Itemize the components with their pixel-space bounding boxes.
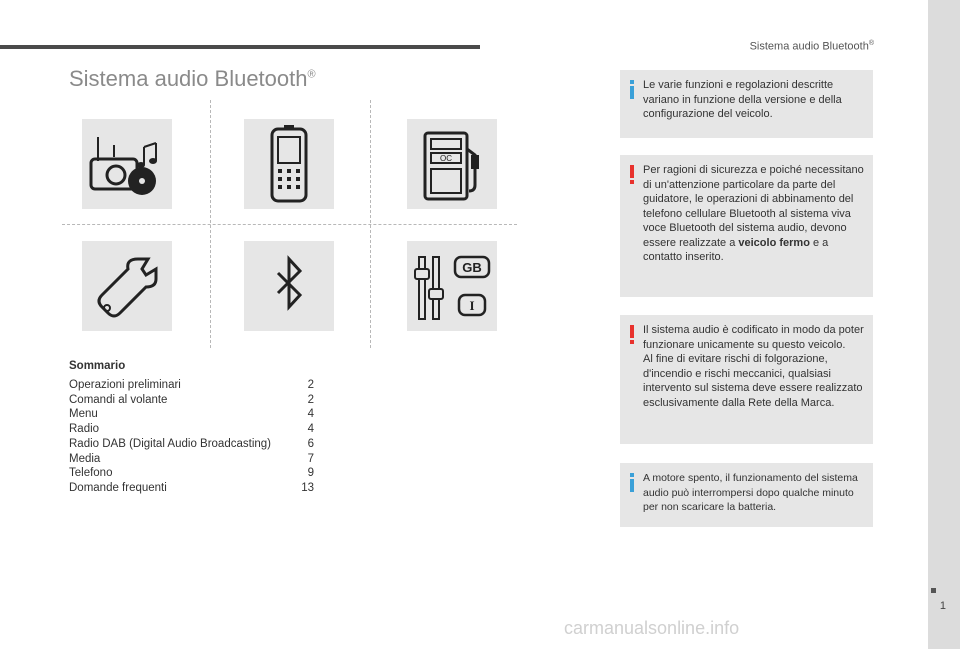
toc-item-label: Menu	[69, 408, 98, 421]
toc-item-label: Operazioni preliminari	[69, 379, 181, 391]
mobile-phone-icon	[244, 119, 334, 209]
warning-emphasis: veicolo fermo	[738, 236, 810, 249]
toc-item-label: Comandi al volante	[69, 393, 168, 406]
registered-mark: ®	[868, 40, 874, 47]
page-title	[69, 66, 316, 92]
fuel-pump-icon	[407, 119, 497, 209]
toc-item-page: 4	[307, 423, 314, 436]
icon-grid	[62, 100, 517, 348]
info-note	[620, 463, 873, 527]
toc-item-label: Domande frequenti	[69, 481, 167, 494]
toc-item[interactable]	[69, 481, 314, 496]
warning-text-part: Per ragioni di sicurezza e poiché necessitano di un'attenzione particolare da parte del guidatore, le operazioni di abbinamento del telefono cellulare Bluetooth al sistema viva voce Bluetooth del sistema audio, devono essere realizzate a	[643, 164, 864, 249]
table-of-contents	[69, 360, 314, 496]
info-note-text: A motore spento, il funzionamento del sistema audio può interrompersi dopo qualche minuto per non scaricare la batteria.	[643, 472, 858, 513]
info-note-text: Le varie funzioni e regolazioni descritte variano in funzione della versione e della configurazione del veicolo.	[643, 79, 842, 120]
toc-item-page: 4	[307, 408, 314, 421]
warning-note-text: Al fine di evitare rischi di folgorazione, d'incendio e rischi meccanici, qualsiasi intervento sul sistema deve essere realizzato esclusivamente dalla Rete della Marca.	[643, 353, 863, 409]
header-rule	[0, 45, 480, 49]
toc-item-label: Radio DAB (Digital Audio Broadcasting)	[69, 437, 271, 450]
side-strip	[928, 0, 960, 649]
bluetooth-icon	[244, 241, 334, 331]
page-number: 1	[939, 600, 946, 612]
toc-item-page: 7	[307, 452, 314, 465]
toc-item-page: 6	[307, 437, 314, 450]
warning-note	[620, 315, 873, 444]
running-header	[750, 40, 874, 53]
toc-item-page: 13	[301, 481, 314, 494]
toc-item-page: 2	[307, 379, 314, 391]
warning-icon	[627, 165, 637, 185]
page-marker	[931, 588, 936, 593]
toc-item[interactable]	[69, 393, 314, 408]
title-registered-mark: ®	[307, 68, 316, 81]
info-icon	[627, 80, 637, 100]
page-title-text: Sistema audio Bluetooth	[69, 66, 308, 91]
toc-item[interactable]	[69, 452, 314, 467]
warning-note-text	[643, 163, 865, 265]
warning-note	[620, 155, 873, 297]
watermark: carmanualsonline.info	[564, 618, 740, 638]
toc-heading: Sommario	[69, 360, 126, 372]
toc-item-label: Media	[69, 452, 101, 465]
toc-item[interactable]	[69, 407, 314, 422]
toc-item[interactable]	[69, 466, 314, 481]
language-code-2: I	[469, 298, 475, 313]
warning-icon	[627, 325, 637, 345]
toc-item-page: 9	[307, 467, 314, 480]
toc-item[interactable]	[69, 437, 314, 452]
toc-item-page: 2	[307, 393, 314, 406]
warning-text-part: e a contatto inserito.	[643, 236, 829, 263]
toc-item-label: Telefono	[69, 467, 113, 480]
running-header-text: Sistema audio Bluetooth	[749, 40, 869, 53]
toc-item-label: Radio	[69, 423, 100, 436]
language-code-1: GB	[462, 260, 482, 275]
toc-item[interactable]	[69, 378, 314, 393]
radio-cd-icon	[82, 119, 172, 209]
warning-note-text: Il sistema audio è codificato in modo da poter funzionare unicamente su questo veicolo.	[643, 324, 864, 351]
info-note	[620, 70, 873, 138]
info-icon	[627, 473, 637, 493]
wrench-icon	[82, 241, 172, 331]
grid-divider	[62, 224, 517, 225]
toc-item[interactable]	[69, 422, 314, 437]
language-settings-icon	[407, 241, 497, 331]
fuel-icon-label: OC	[440, 154, 452, 163]
